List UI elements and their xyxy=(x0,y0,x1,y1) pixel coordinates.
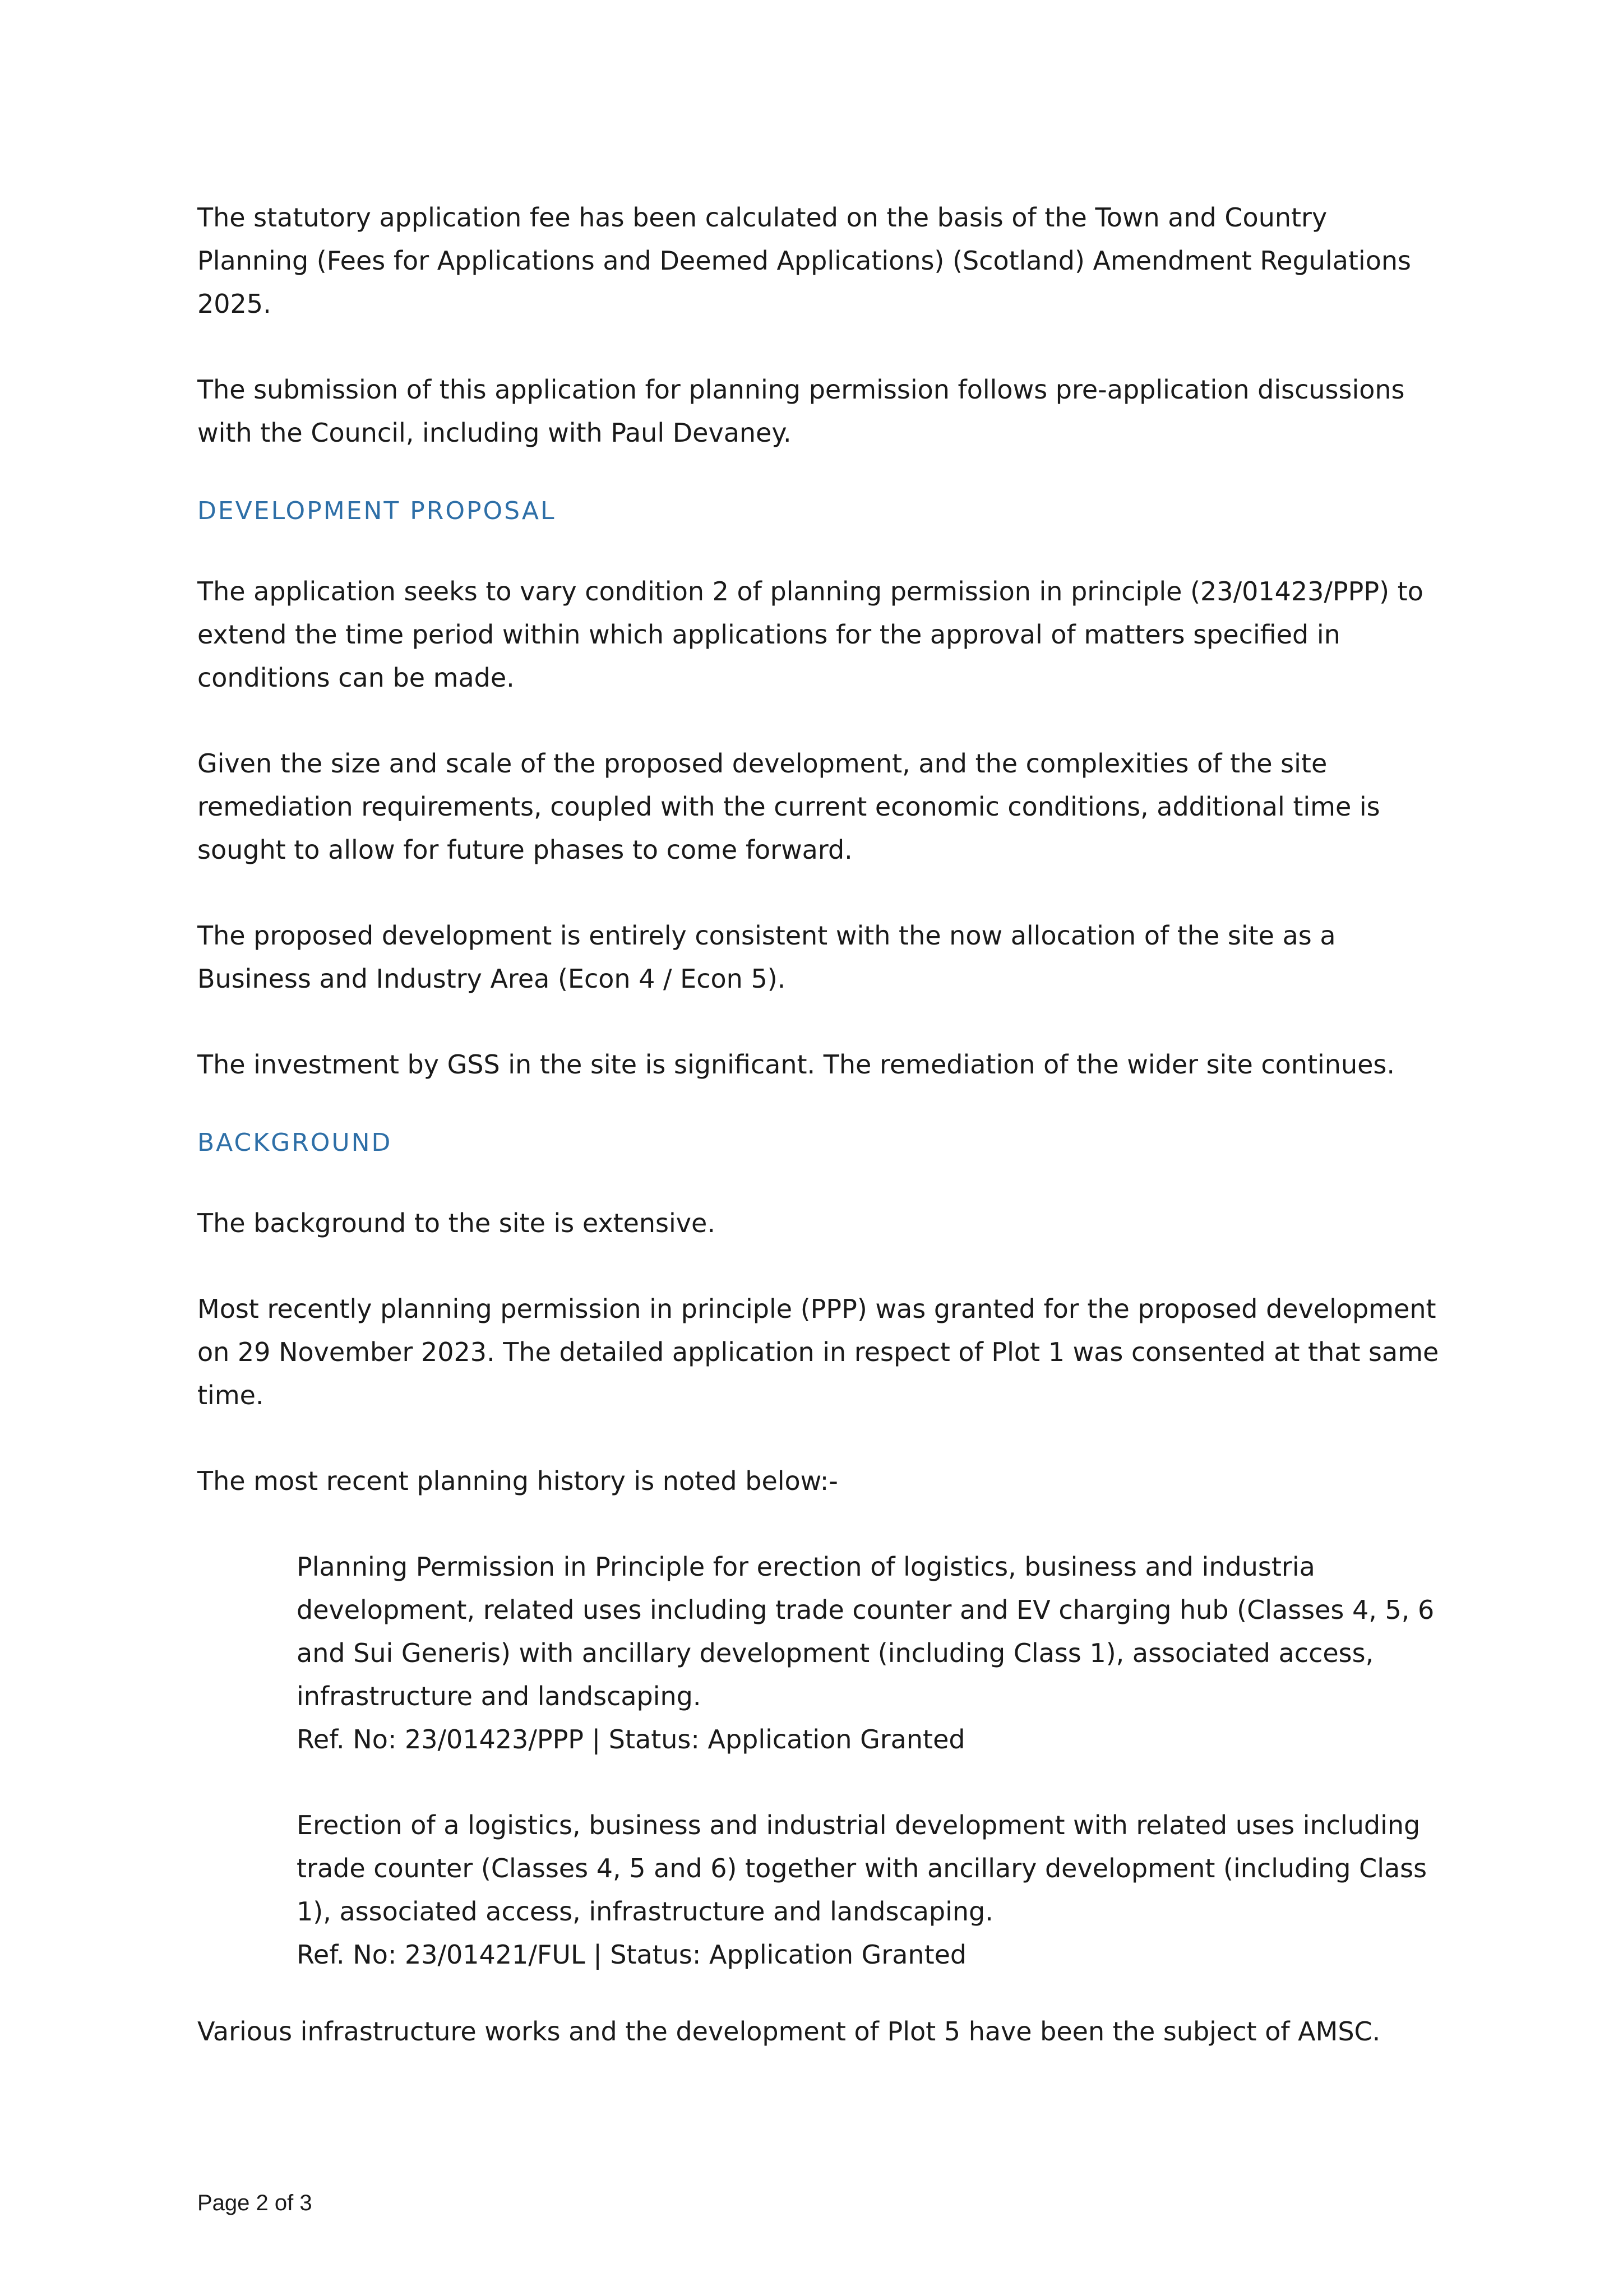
planning-history-item xyxy=(297,1804,1442,1976)
background-paragraph-4: Various infrastructure works and the development of Plot 5 have been the subject of AMSC. xyxy=(197,2016,1381,2047)
proposal-paragraph-2: Given the size and scale of the proposed development, and the complexities of the site remediation requirements, coupled with the current economic conditions, additional time is sought to allow for future phases to come forward. xyxy=(197,748,1380,865)
history-reference: Ref. No: 23/01421/FUL | Status: Application Granted xyxy=(297,1939,967,1970)
planning-history-item xyxy=(297,1545,1442,1761)
background-heading: BACKGROUND xyxy=(197,1128,392,1157)
background-paragraph-3: The most recent planning history is noted below:- xyxy=(197,1466,838,1496)
page-number: Page 2 of 3 xyxy=(197,2191,312,2215)
page-content xyxy=(197,196,1442,2096)
submission-paragraph: The submission of this application for planning permission follows pre-application discussions with the Council, including with Paul Devaney. xyxy=(197,374,1405,448)
background-paragraph-2: Most recently planning permission in principle (PPP) was granted for the proposed development on 29 November 2023. The detailed application in respect of Plot 1 was consented at that same time. xyxy=(197,1294,1439,1410)
history-description: Planning Permission in Principle for erection of logistics, business and industria development, related uses including trade counter and EV charging hub (Classes 4, 5, 6 and Sui Generis) with ancillary development (including Class 1), associated access, infrastructure and landscaping. xyxy=(297,1552,1435,1711)
proposal-paragraph-1: The application seeks to vary condition 2 of planning permission in principle (23/01423/PPP) to extend the time period within which applications for the approval of matters specified in conditions can be made. xyxy=(197,576,1423,693)
history-description: Erection of a logistics, business and industrial development with related uses including trade counter (Classes 4, 5 and 6) together with ancillary development (including Class 1), associated access, infrastructure and landscaping. xyxy=(297,1810,1427,1927)
proposal-paragraph-3: The proposed development is entirely consistent with the now allocation of the site as a Business and Industry Area (Econ 4 / Econ 5). xyxy=(197,920,1336,994)
background-paragraph-1: The background to the site is extensive. xyxy=(197,1208,715,1238)
development-proposal-heading: DEVELOPMENT PROPOSAL xyxy=(197,497,556,525)
planning-history-list xyxy=(297,1545,1442,1976)
history-reference: Ref. No: 23/01423/PPP | Status: Application Granted xyxy=(297,1724,965,1755)
fee-paragraph: The statutory application fee has been calculated on the basis of the Town and Country Planning (Fees for Applications and Deemed Applications) (Scotland) Amendment Regulations 2025. xyxy=(197,202,1411,319)
proposal-paragraph-4: The investment by GSS in the site is significant. The remediation of the wider site continues. xyxy=(197,1049,1395,1080)
